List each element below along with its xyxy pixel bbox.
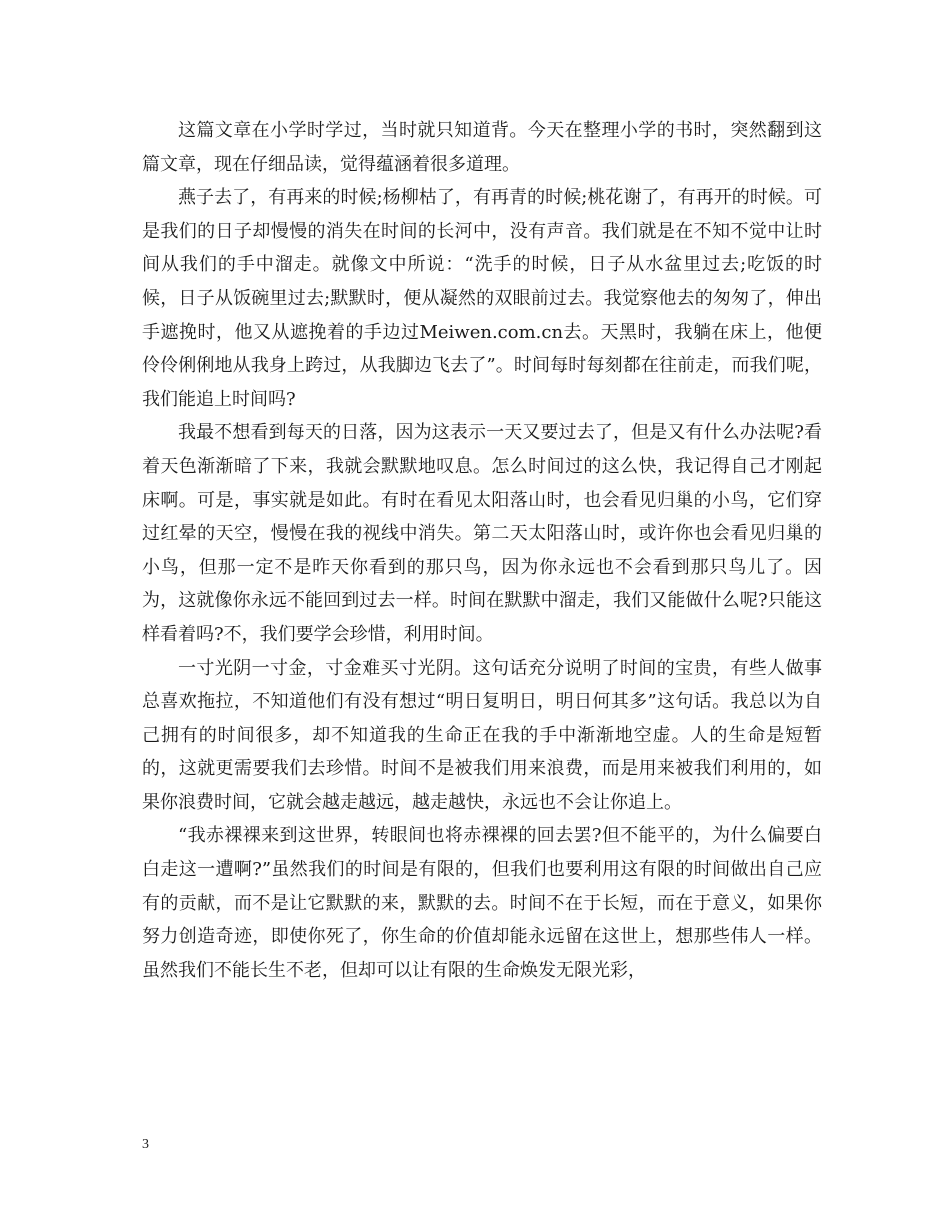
paragraph-time-value: 一寸光阴一寸金，寸金难买寸光阴。这句话充分说明了时间的宝贵，有些人做事总喜欢拖拉，不知道他们有没有想过“明日复明日，明日何其多”这句话。我总以为自己拥有的时间很多，却不知道我的生命正在我的手中渐渐地空虚。人的生命是短暂的，这就更需要我们去珍惜。时间不是被我们用来浪费，而是用来被我们利用的，如果你浪费时间，它就会越走越远，越走越快，永远也不会让你追上。 xyxy=(142,657,822,813)
paragraph-meaning: “我赤裸裸来到这世界，转眼间也将赤裸裸的回去罢?但不能平的，为什么偏要白白走这一遭啊?”虽然我们的时间是有限的，但我们也要利用这有限的时间做出自己应有的贡献，而不是让它默默的来，默默的去。时间不在于长短，而在于意义，如果你努力创造奇迹，即使你死了，你生命的价值却能永远留在这世上，想那些伟人一样。虽然我们不能长生不老，但却可以让有限的生命焕发无限光彩， xyxy=(142,825,822,981)
paragraph-sunset: 我最不想看到每天的日落，因为这表示一天又要过去了，但是又有什么办法呢?看着天色渐渐暗了下来，我就会默默地叹息。怎么时间过的这么快，我记得自己才刚起床啊。可是，事实就是如此。有时在看见太阳落山时，也会看见归巢的小鸟，它们穿过红晕的天空，慢慢在我的视线中消失。第二天太阳落山时，或许你也会看见归巢的小鸟，但那一定不是昨天你看到的那只鸟，因为你永远也不会看到那只鸟儿了。因为，这就像你永远不能回到过去一样。时间在默默中溜走，我们又能做什么呢?只能这样看着吗?不，我们要学会珍惜，利用时间。 xyxy=(142,422,822,645)
paragraph-swallows: 燕子去了，有再来的时候;杨柳枯了，有再青的时候;桃花谢了，有再开的时候。可是我们的日子却慢慢的消失在时间的长河中，没有声音。我们就是在不知不觉中让时间从我们的手中溜走。就像文中所说：“洗手的时候，日子从水盆里过去;吃饭的时候，日子从饭碗里过去;默默时，便从凝然的双眼前过去。我觉察他去的匆匆了，伸出手遮挽时，他又从遮挽着的手边过Meiwen.com.cn去。天黑时，我躺在床上，他便伶伶俐俐地从我身上跨过，从我脚边飞去了”。时间每时每刻都在往前走，而我们呢，我们能追上时间吗? xyxy=(142,187,822,410)
page-number: 3 xyxy=(142,1137,149,1152)
article-body xyxy=(142,114,822,987)
paragraph-intro: 这篇文章在小学时学过，当时就只知道背。今天在整理小学的书时，突然翻到这篇文章，现在仔细品读，觉得蕴涵着很多道理。 xyxy=(142,120,822,175)
